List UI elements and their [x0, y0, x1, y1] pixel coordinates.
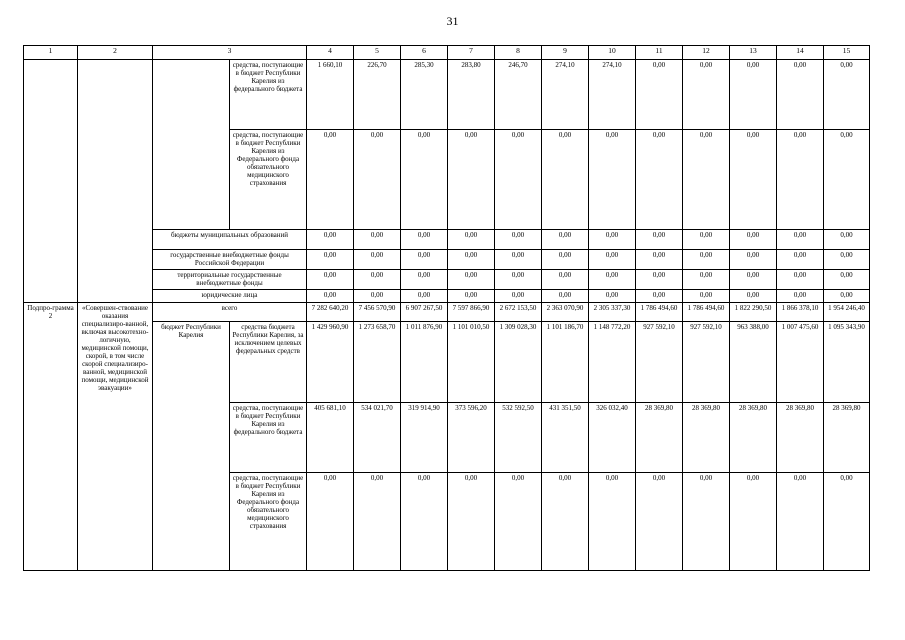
value-cell: 0,00	[636, 473, 683, 571]
value-cell: 0,00	[589, 230, 636, 250]
value-cell: 0,00	[542, 130, 589, 230]
value-cell: 0,00	[824, 250, 870, 270]
value-cell: 285,30	[401, 60, 448, 130]
source-label: средства, поступающие в бюджет Республики Карелия из федерального бюджета	[230, 60, 307, 130]
value-cell: 28 369,80	[683, 403, 730, 473]
value-cell: 1 786 494,60	[683, 303, 730, 322]
value-cell: 1 101 010,50	[448, 322, 495, 403]
value-cell: 6 907 267,50	[401, 303, 448, 322]
value-cell: 2 363 070,90	[542, 303, 589, 322]
value-cell: 1 429 960,90	[307, 322, 354, 403]
value-cell: 1 101 186,70	[542, 322, 589, 403]
value-cell: 283,80	[448, 60, 495, 130]
value-cell: 0,00	[683, 230, 730, 250]
value-cell: 0,00	[730, 250, 777, 270]
value-cell: 0,00	[307, 130, 354, 230]
table-row	[24, 60, 870, 130]
value-cell: 0,00	[824, 270, 870, 290]
value-cell: 373 596,20	[448, 403, 495, 473]
value-cell: 405 681,10	[307, 403, 354, 473]
value-cell: 927 592,10	[636, 322, 683, 403]
value-cell: 0,00	[307, 290, 354, 303]
value-cell: 0,00	[683, 270, 730, 290]
value-cell: 319 914,90	[401, 403, 448, 473]
value-cell: 2 305 337,30	[589, 303, 636, 322]
value-cell: 0,00	[354, 473, 401, 571]
value-cell: 0,00	[495, 473, 542, 571]
value-cell: 0,00	[448, 473, 495, 571]
value-cell: 0,00	[307, 473, 354, 571]
value-cell: 0,00	[777, 290, 824, 303]
header-cell: 9	[542, 46, 589, 60]
value-cell: 274,10	[542, 60, 589, 130]
value-cell: 1 148 772,20	[589, 322, 636, 403]
subprogram-title: «Совершен-ствование оказания специализиро-ванной, включая высокотехно-логичную, медицинской помощи, скорой, в том числе скорой специализиро-ванной, медицинской помощи, медицинской эвакуации»	[78, 303, 153, 571]
value-cell: 0,00	[401, 130, 448, 230]
value-cell: 1 273 658,70	[354, 322, 401, 403]
value-cell: 326 032,40	[589, 403, 636, 473]
value-cell: 0,00	[354, 130, 401, 230]
value-cell: 0,00	[542, 290, 589, 303]
value-cell: 0,00	[495, 270, 542, 290]
value-cell: 0,00	[636, 130, 683, 230]
value-cell: 0,00	[683, 60, 730, 130]
value-cell: 7 282 640,20	[307, 303, 354, 322]
header-cell: 2	[78, 46, 153, 60]
value-cell: 0,00	[495, 230, 542, 250]
source-label: средства, поступающие в бюджет Республики Карелия из Федерального фонда обязательного медицинского страхования	[230, 473, 307, 571]
header-cell: 3	[153, 46, 307, 60]
value-cell: 0,00	[589, 130, 636, 230]
value-cell: 0,00	[777, 270, 824, 290]
budget-label: бюджет Республики Карелия	[153, 322, 230, 571]
total-label: всего	[153, 303, 307, 322]
value-cell: 7 456 570,90	[354, 303, 401, 322]
value-cell: 0,00	[589, 270, 636, 290]
value-cell: 0,00	[495, 250, 542, 270]
header-cell: 4	[307, 46, 354, 60]
value-cell: 2 672 153,50	[495, 303, 542, 322]
value-cell: 0,00	[824, 60, 870, 130]
budget-table	[23, 45, 870, 571]
value-cell: 1 822 290,50	[730, 303, 777, 322]
value-cell: 0,00	[448, 130, 495, 230]
value-cell: 0,00	[683, 250, 730, 270]
value-cell: 0,00	[495, 130, 542, 230]
value-cell: 0,00	[636, 60, 683, 130]
source-label: средства, поступающие в бюджет Республики Карелия из Федерального фонда обязательного медицинского страхования	[230, 130, 307, 230]
value-cell: 0,00	[542, 270, 589, 290]
value-cell: 1 309 028,30	[495, 322, 542, 403]
value-cell: 0,00	[401, 270, 448, 290]
source-label: бюджеты муниципальных образований	[153, 230, 307, 250]
value-cell: 0,00	[683, 130, 730, 230]
value-cell: 0,00	[401, 473, 448, 571]
value-cell: 226,70	[354, 60, 401, 130]
header-cell: 8	[495, 46, 542, 60]
value-cell: 0,00	[307, 230, 354, 250]
value-cell: 1 954 246,40	[824, 303, 870, 322]
source-label: юридические лица	[153, 290, 307, 303]
empty-cell	[153, 60, 230, 230]
value-cell: 0,00	[777, 130, 824, 230]
header-cell: 10	[589, 46, 636, 60]
value-cell: 0,00	[542, 473, 589, 571]
value-cell: 0,00	[448, 290, 495, 303]
value-cell: 0,00	[542, 250, 589, 270]
value-cell: 0,00	[542, 230, 589, 250]
value-cell: 1 786 494,60	[636, 303, 683, 322]
value-cell: 246,70	[495, 60, 542, 130]
value-cell: 28 369,80	[730, 403, 777, 473]
value-cell: 0,00	[448, 250, 495, 270]
source-label: средства бюджета Республики Карелия, за исключением целевых федеральных средств	[230, 322, 307, 403]
value-cell: 0,00	[730, 60, 777, 130]
value-cell: 0,00	[730, 290, 777, 303]
value-cell: 0,00	[495, 290, 542, 303]
value-cell: 0,00	[824, 473, 870, 571]
value-cell: 431 351,50	[542, 403, 589, 473]
value-cell: 0,00	[589, 250, 636, 270]
value-cell: 28 369,80	[777, 403, 824, 473]
value-cell: 0,00	[401, 250, 448, 270]
value-cell: 0,00	[683, 473, 730, 571]
value-cell: 274,10	[589, 60, 636, 130]
value-cell: 0,00	[730, 130, 777, 230]
value-cell: 0,00	[354, 250, 401, 270]
subprogram-total-row	[24, 303, 870, 322]
value-cell: 0,00	[589, 473, 636, 571]
value-cell: 963 388,00	[730, 322, 777, 403]
source-label: государственные внебюджетные фонды Российской Федерации	[153, 250, 307, 270]
header-cell: 7	[448, 46, 495, 60]
value-cell: 532 592,50	[495, 403, 542, 473]
empty-cell	[78, 60, 153, 303]
value-cell: 28 369,80	[636, 403, 683, 473]
value-cell: 0,00	[777, 60, 824, 130]
value-cell: 0,00	[824, 230, 870, 250]
header-row	[24, 46, 870, 60]
header-cell: 14	[777, 46, 824, 60]
value-cell: 0,00	[777, 473, 824, 571]
value-cell: 0,00	[777, 230, 824, 250]
value-cell: 0,00	[777, 250, 824, 270]
subprogram-name: Подпро-грамма 2	[24, 303, 78, 571]
value-cell: 1 866 378,10	[777, 303, 824, 322]
value-cell: 927 592,10	[683, 322, 730, 403]
header-cell: 6	[401, 46, 448, 60]
value-cell: 0,00	[636, 270, 683, 290]
value-cell: 28 369,80	[824, 403, 870, 473]
value-cell: 0,00	[636, 290, 683, 303]
value-cell: 0,00	[448, 270, 495, 290]
value-cell: 0,00	[401, 290, 448, 303]
value-cell: 1 660,10	[307, 60, 354, 130]
value-cell: 0,00	[589, 290, 636, 303]
value-cell: 0,00	[683, 290, 730, 303]
value-cell: 534 021,70	[354, 403, 401, 473]
header-cell: 5	[354, 46, 401, 60]
header-cell: 11	[636, 46, 683, 60]
value-cell: 1 095 343,90	[824, 322, 870, 403]
empty-cell	[24, 60, 78, 303]
page-number: 31	[446, 14, 459, 28]
source-label: территориальные государственные внебюджетные фонды	[153, 270, 307, 290]
header-cell: 13	[730, 46, 777, 60]
value-cell: 0,00	[307, 250, 354, 270]
value-cell: 0,00	[354, 290, 401, 303]
value-cell: 0,00	[730, 230, 777, 250]
header-cell: 15	[824, 46, 870, 60]
value-cell: 0,00	[307, 270, 354, 290]
value-cell: 0,00	[824, 290, 870, 303]
value-cell: 0,00	[636, 250, 683, 270]
header-cell: 1	[24, 46, 78, 60]
value-cell: 0,00	[824, 130, 870, 230]
value-cell: 1 011 876,90	[401, 322, 448, 403]
value-cell: 0,00	[448, 230, 495, 250]
value-cell: 0,00	[354, 230, 401, 250]
value-cell: 7 597 866,90	[448, 303, 495, 322]
value-cell: 1 007 475,60	[777, 322, 824, 403]
value-cell: 0,00	[401, 230, 448, 250]
value-cell: 0,00	[730, 473, 777, 571]
header-cell: 12	[683, 46, 730, 60]
value-cell: 0,00	[636, 230, 683, 250]
value-cell: 0,00	[730, 270, 777, 290]
value-cell: 0,00	[354, 270, 401, 290]
source-label: средства, поступающие в бюджет Республики Карелия из федерального бюджета	[230, 403, 307, 473]
